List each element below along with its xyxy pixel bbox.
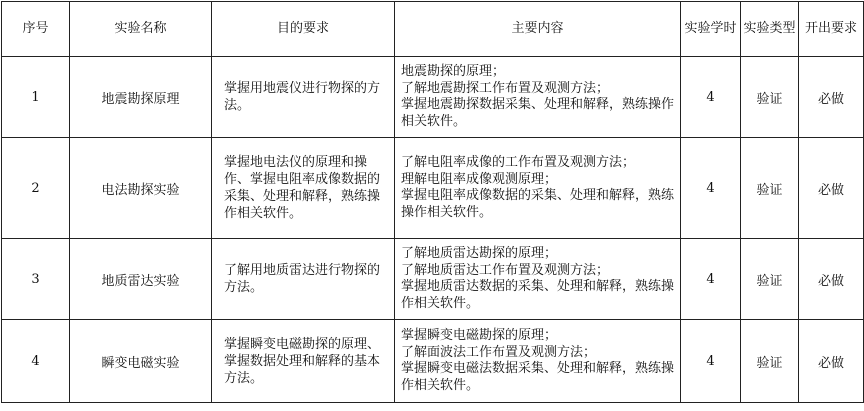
row-type: 验证 [741,239,799,320]
row-content [395,239,681,320]
row-requirement: 必做 [799,320,864,403]
content-line: 掌握瞬变电磁法数据采集、处理和解释，熟练操作相关软件。 [401,361,675,393]
row-name: 地质雷达实验 [70,239,212,320]
content-line: 掌握地震勘探数据采集、处理和解释，熟练操作相关软件。 [401,97,675,129]
row-content [395,138,681,239]
header-hours: 实验学时 [681,2,741,57]
content-line: 了解地质雷达勘探的原理； [401,246,558,261]
header-type: 实验类型 [741,2,799,57]
row-requirement: 必做 [799,239,864,320]
experiment-table [1,1,864,403]
table-row [2,57,864,138]
row-hours: 4 [681,239,741,320]
row-type: 验证 [741,320,799,403]
content-line: 了解地震勘探工作布置及观测方法； [401,80,610,96]
row-hours: 4 [681,138,741,239]
row-type: 验证 [741,57,799,138]
header-name: 实验名称 [70,2,212,57]
row-requirement: 必做 [799,138,864,239]
header-index: 序号 [2,2,70,57]
row-requirement: 必做 [799,57,864,138]
content-line: 了解电阻率成像的工作布置及观测方法； [401,155,636,170]
row-content [395,57,681,138]
row-hours: 4 [681,320,741,403]
content-line: 掌握电阻率成像数据的采集、处理和解释，熟练操作相关软件。 [401,188,675,220]
content-line: 了解面波法工作布置及观测方法； [401,344,597,360]
row-name: 地震勘探原理 [70,57,212,138]
row-name: 电法勘探实验 [70,138,212,239]
header-content: 主要内容 [395,2,681,57]
row-type: 验证 [741,138,799,239]
table-row [2,320,864,403]
content-line: 掌握地质雷达数据的采集、处理和解释，熟练操作相关软件。 [401,279,675,311]
header-requirement: 开出要求 [799,2,864,57]
content-line: 掌握瞬变电磁勘探的原理； [401,328,558,343]
content-line: 了解地质雷达工作布置及观测方法； [401,262,610,278]
row-hours: 4 [681,57,741,138]
row-goal: 了解用地质雷达进行物探的方法。 [212,239,395,320]
row-index: 2 [2,138,70,239]
header-row [2,2,864,57]
table-row [2,138,864,239]
row-goal: 掌握地电法仪的原理和操作、掌握电阻率成像数据的采集、处理和解释，熟练操作相关软件。 [212,138,395,239]
row-name: 瞬变电磁实验 [70,320,212,403]
row-goal: 掌握用地震仪进行物探的方法。 [212,57,395,138]
row-index: 1 [2,57,70,138]
content-line: 地震勘探的原理； [401,64,506,79]
table-row [2,239,864,320]
header-goal: 目的要求 [212,2,395,57]
row-index: 4 [2,320,70,403]
row-content [395,320,681,403]
row-goal: 掌握瞬变电磁勘探的原理、掌握数据处理和解释的基本方法。 [212,320,395,403]
content-line: 理解电阻率成像观测原理； [401,171,558,187]
row-index: 3 [2,239,70,320]
